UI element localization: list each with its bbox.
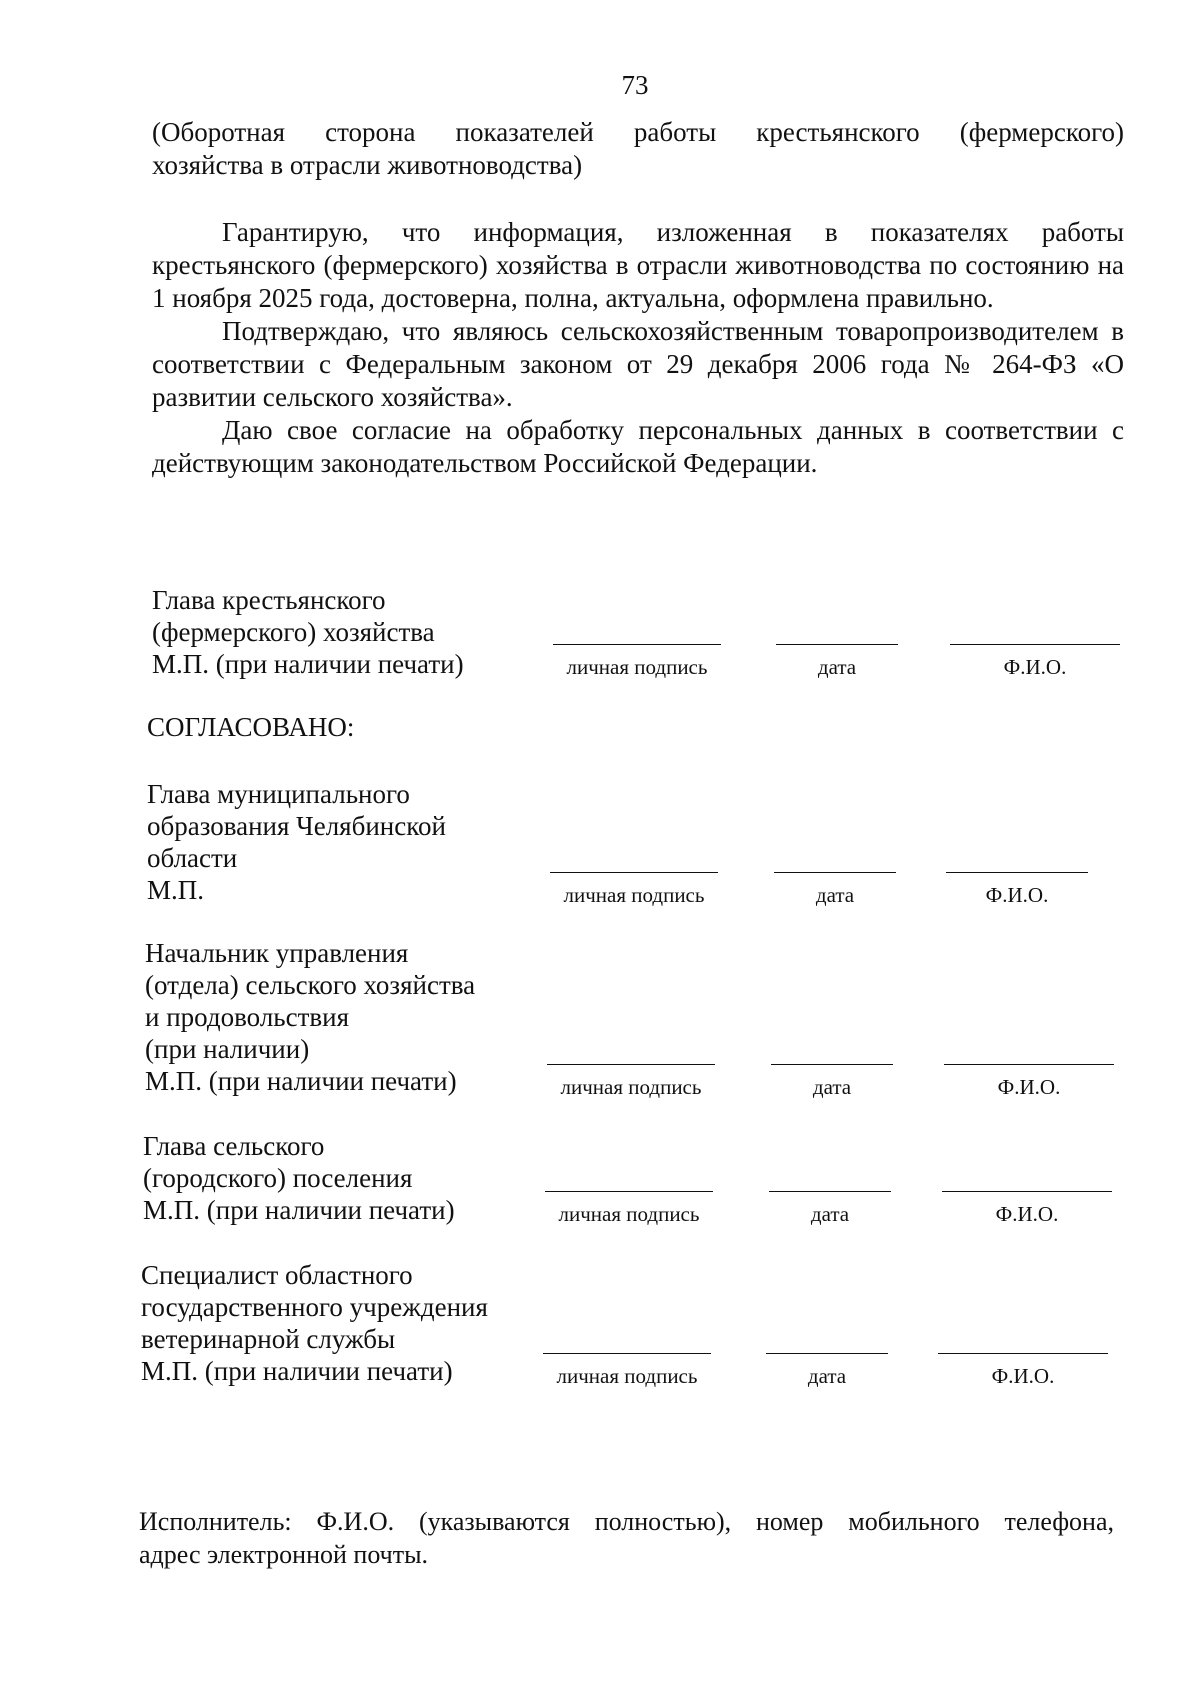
signature-line[interactable] — [547, 1064, 715, 1065]
signature-caption: личная подпись — [556, 1364, 698, 1388]
title-line: области — [147, 843, 238, 873]
page-number: 73 — [621, 70, 649, 100]
guarantee-paragraph: Гарантирую, что информация, изложенная в показателях работы крестьянского (фермерского) хозяйства в отрасли животноводства по состоянию на 1 ноября 2025 года, достоверна, полна, актуальна, оформлена правильно. — [152, 217, 1124, 313]
name-line[interactable] — [938, 1353, 1108, 1354]
title-line: М.П. (при наличии печати) — [143, 1195, 455, 1225]
title-line: (городского) поселения — [143, 1163, 413, 1193]
signatory-title — [143, 1130, 455, 1226]
signature-caption: личная подпись — [558, 1202, 700, 1226]
title-line: Глава крестьянского — [152, 585, 386, 615]
signature-line[interactable] — [553, 644, 721, 645]
signature-caption: личная подпись — [560, 1075, 702, 1099]
title-line: и продовольствия — [145, 1002, 350, 1032]
title-line: М.П. (при наличии печати) — [141, 1356, 453, 1386]
signatory-title — [147, 778, 446, 906]
heading-line-2: хозяйства в отрасли животноводства) — [152, 150, 583, 180]
signature-line[interactable] — [550, 872, 718, 873]
date-line[interactable] — [771, 1064, 893, 1065]
name-caption: Ф.И.О. — [997, 1075, 1061, 1099]
signature-line[interactable] — [543, 1353, 711, 1354]
heading-line-1: (Оборотная сторона показателей работы крестьянского (фермерского) — [152, 117, 1124, 147]
name-caption: Ф.И.О. — [1003, 655, 1067, 679]
signatory-title — [145, 937, 475, 1097]
title-line: М.П. (при наличии печати) — [152, 649, 464, 679]
title-line: Глава муниципального — [147, 779, 410, 809]
form-heading — [152, 116, 1124, 182]
title-line: Глава сельского — [143, 1131, 325, 1161]
title-line: образования Челябинской — [147, 811, 446, 841]
date-line[interactable] — [774, 872, 896, 873]
consent-paragraph: Даю свое согласие на обработку персональных данных в соответствии с действующим законодательством Российской Федерации. — [152, 415, 1124, 478]
title-line: (фермерского) хозяйства — [152, 617, 435, 647]
name-caption: Ф.И.О. — [985, 883, 1049, 907]
executor-line-2: адрес электронной почты. — [139, 1540, 429, 1569]
signature-line[interactable] — [545, 1191, 713, 1192]
name-caption: Ф.И.О. — [991, 1364, 1055, 1388]
title-line: М.П. (при наличии печати) — [145, 1066, 457, 1096]
name-line[interactable] — [950, 644, 1120, 645]
name-line[interactable] — [944, 1064, 1114, 1065]
title-line: М.П. — [147, 875, 205, 905]
signature-caption: личная подпись — [566, 655, 708, 679]
date-line[interactable] — [776, 644, 898, 645]
date-caption: дата — [815, 883, 855, 907]
date-line[interactable] — [766, 1353, 888, 1354]
date-caption: дата — [817, 655, 857, 679]
title-line: ветеринарной службы — [141, 1324, 396, 1354]
name-line[interactable] — [946, 872, 1088, 873]
name-line[interactable] — [942, 1191, 1112, 1192]
title-line: (отдела) сельского хозяйства — [145, 970, 476, 1000]
date-caption: дата — [807, 1364, 847, 1388]
date-caption: дата — [810, 1202, 850, 1226]
title-line: (при наличии) — [145, 1034, 310, 1064]
signatory-title — [141, 1259, 488, 1387]
signatory-title — [152, 584, 464, 680]
confirmation-paragraph: Подтверждаю, что являюсь сельскохозяйственным товаропроизводителем в соответствии с Федеральным законом от 29 декабря 2006 года № 264-ФЗ «О развитии сельского хозяйства». — [152, 316, 1124, 412]
date-line[interactable] — [769, 1191, 891, 1192]
date-caption: дата — [812, 1075, 852, 1099]
executor-note — [139, 1505, 1114, 1571]
signature-caption: личная подпись — [563, 883, 705, 907]
title-line: Начальник управления — [145, 938, 409, 968]
agreed-label: СОГЛАСОВАНО: — [147, 712, 355, 742]
declaration-text — [152, 216, 1124, 480]
title-line: Специалист областного — [141, 1260, 413, 1290]
name-caption: Ф.И.О. — [995, 1202, 1059, 1226]
title-line: государственного учреждения — [141, 1292, 488, 1322]
executor-line-1: Исполнитель: Ф.И.О. (указываются полностью), номер мобильного телефона, — [139, 1507, 1114, 1536]
